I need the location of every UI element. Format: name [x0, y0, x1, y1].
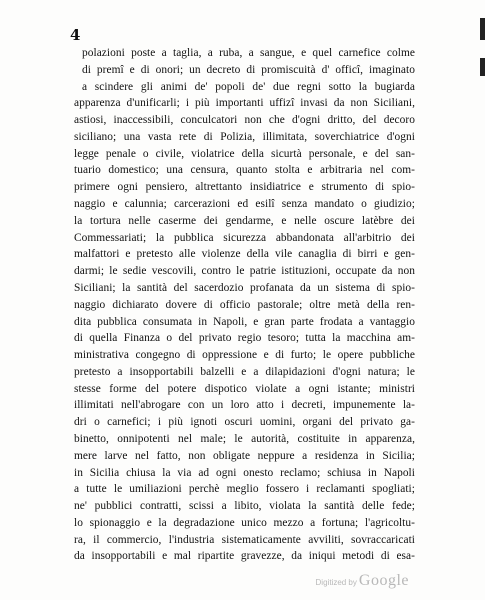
text-line: in Sicilia chiusa la via ad ogni onesto reclamo; schiusa in Napoli: [74, 466, 415, 479]
text-line: darmi; le sedie vescovili, contro le patrie istituzioni, occupate da non: [74, 265, 415, 278]
text-line: tuario domestico; una censura, quanto stolta e arbitraria nel com-: [74, 164, 415, 177]
text-line: dita pubblica consumata in Napoli, e gran parte frodata a vantaggio: [74, 315, 415, 328]
text-line: di quella Finanza o del privato regio tesoro; tutta la macchina am-: [74, 332, 415, 345]
text-line: astiosi, inaccessibili, conculcatori non che d'ogni dritto, del decoro: [74, 114, 415, 127]
text-line: apparenza d'unificarli; i più importanti uffizî invasi da non Siciliani,: [74, 97, 415, 110]
text-line: mere larve nel fatto, non obligate neppure a residenza in Sicilia;: [74, 449, 415, 462]
text-line: siciliano; una vasta rete di Polizia, illimitata, soverchiatrice d'ogni: [74, 130, 415, 143]
digitization-watermark: [316, 572, 409, 590]
text-line: illimitati nell'abrogare con un loro atto i decreti, impunemente la-: [74, 399, 415, 412]
page-number: 4: [70, 26, 81, 44]
page-edge-mark: [480, 58, 485, 76]
text-line: lo spionaggio e la degradazione unico mezzo a fortuna; l'agricoltu-: [74, 516, 415, 529]
text-line: pretesto a insopportabili balzelli e a dilapidazioni d'ogni natura; le: [74, 365, 415, 378]
text-line: ra, il commercio, l'industria sistematicamente avviliti, sovraccaricati: [74, 533, 415, 546]
body-text: [74, 45, 415, 565]
text-line: la tortura nelle caserme dei gendarme, e nelle oscure latèbre dei: [74, 214, 415, 227]
text-line: Siciliani; la santità del sacerdozio profanata da un sistema di spio-: [74, 281, 415, 294]
text-line: primere ogni pensiero, altrettanto insidiatrice e strumento di spio-: [74, 181, 415, 194]
text-line: da insopportabili e mal ripartite gravezze, da iniqui metodi di esa-: [74, 550, 415, 563]
watermark-prefix: Digitized by: [315, 578, 357, 587]
text-line: ne' pubblici contratti, scissi a libito, violata la santità delle fede;: [74, 500, 415, 513]
text-line: legge penale o civile, violatrice della sicurtà personale, e del san-: [74, 147, 415, 160]
text-line: stesse forme del potere dispotico violate a ogni istante; ministri: [74, 382, 415, 395]
text-line: binetto, onnipotenti nel male; le autorità, costituite in apparenza,: [74, 432, 415, 445]
text-line: dri o carnefici; i più ignoti oscuri uomini, organi del privato ga-: [74, 416, 415, 429]
text-line: ministrativa congegno di oppressione e di furto; le opere pubbliche: [74, 349, 415, 362]
text-line: naggio dichiarato dovere di officio pastorale; oltre metà della ren-: [74, 298, 415, 311]
text-line: naggio e calunnia; carcerazioni ed esilî senza mandato o giudizio;: [74, 198, 415, 211]
page-edge-mark: [480, 18, 485, 40]
text-line: Commessariati; la pubblica sicurezza abbandonata all'arbitrio dei: [74, 231, 415, 244]
text-line: a scindere gli animi de' popoli de' due regni sotto la bugiarda: [82, 80, 415, 93]
text-line: di premî e di onori; un decreto di promiscuità d' officî, imaginato: [82, 63, 415, 76]
google-logo: Google: [358, 572, 409, 589]
text-line: polazioni poste a taglia, a ruba, a sangue, e quel carnefice colme: [82, 47, 415, 59]
text-line: a tutte le umiliazioni perchè meglio fossero i reclamanti spogliati;: [74, 483, 415, 496]
text-line: malfattori e pretesto alle violenze della vile canaglia di birri e gen-: [74, 248, 415, 261]
